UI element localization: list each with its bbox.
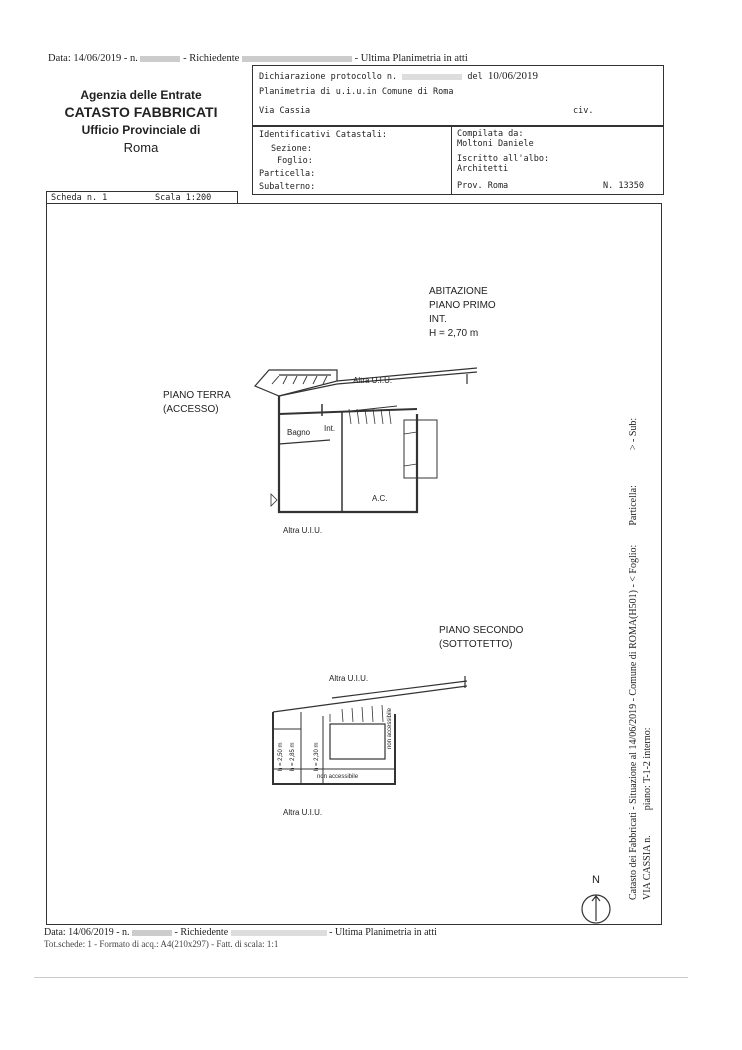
agency-block	[46, 66, 236, 191]
plan2-h1: h = 2,50 m	[278, 742, 284, 771]
identificativi: Identificativi Catastali:	[259, 130, 387, 140]
plan1-height: H = 2,70 m	[429, 328, 479, 339]
plan1-title3: INT.	[429, 314, 447, 325]
albo: Architetti	[457, 164, 509, 174]
del-label: del	[467, 72, 483, 82]
side-line2	[642, 727, 653, 900]
dichiarazione	[259, 70, 538, 82]
subalterno: Subalterno:	[259, 182, 316, 192]
plan1-altra-bottom: Altra U.I.U.	[283, 526, 323, 535]
plan2-non-accessibile: non accessibile	[317, 774, 359, 780]
header-identificativi	[252, 125, 664, 195]
plan2-title2: (SOTTOTETTO)	[439, 639, 513, 650]
prov: Prov. Roma	[457, 181, 509, 191]
plan1-ac: A.C.	[372, 494, 388, 503]
plan1-title2: PIANO PRIMO	[429, 300, 496, 311]
drawing-area	[46, 203, 662, 925]
dichiarazione-label: Dichiarazione protocollo n.	[259, 72, 398, 82]
side-line2-b: piano: T-1-2 interno:	[642, 727, 653, 811]
north-label: N	[592, 874, 600, 886]
redacted	[140, 56, 180, 62]
top-line-richiedente: - Richiedente	[183, 53, 240, 64]
plan1-terra2: (ACCESSO)	[163, 404, 219, 415]
scala: Scala 1:200	[155, 193, 212, 203]
plan2-altra-top: Altra U.I.U.	[329, 674, 369, 683]
redacted	[231, 930, 327, 936]
side-line1-a: Catasto dei Fabbricati - Situazione al 14/06/2019 - Comune di ROMA(H501) - < Foglio:	[628, 544, 639, 900]
floor-plans	[47, 204, 661, 924]
plan1-bagno: Bagno	[287, 428, 311, 437]
plan2-h2: h = 2,85 m	[290, 742, 296, 771]
numero-albo: N. 13350	[603, 181, 644, 191]
compilata: Compilata da:	[457, 129, 524, 139]
ufficio: Ufficio Provinciale di	[81, 123, 201, 137]
footer-richiedente: - Richiedente	[174, 927, 229, 938]
plan1-int: Int.	[324, 424, 336, 433]
footer-line2: Tot.schede: 1 - Formato di acq.: A4(210x297) - Fatt. di scala: 1:1	[44, 939, 279, 949]
redacted	[402, 74, 462, 80]
side-notes	[628, 370, 658, 910]
foglio: Foglio:	[277, 156, 313, 166]
civ: civ.	[573, 106, 594, 116]
particella: Particella:	[259, 169, 316, 179]
bottom-divider	[34, 977, 688, 978]
footer-date: Data: 14/06/2019 - n.	[44, 927, 130, 938]
plan2-non-accessibile-vertical: non accessibile	[387, 707, 393, 749]
sezione: Sezione:	[271, 144, 312, 154]
ufficio-city: Roma	[123, 140, 159, 155]
header-dichiarazione	[252, 65, 664, 127]
side-line1-b: Particella:	[628, 485, 639, 526]
plan1-terra1: PIANO TERRA	[163, 390, 231, 401]
iscritto: Iscritto all'albo:	[457, 154, 550, 164]
side-line1-c: > - Sub:	[628, 417, 639, 451]
footer-ultima: - Ultima Planimetria in atti	[329, 927, 437, 938]
plan2-title1: PIANO SECONDO	[439, 625, 524, 636]
planimetria: Planimetria di u.i.u.in Comune di Roma	[259, 87, 454, 97]
plan2-h3: h = 2,30 m	[314, 742, 320, 771]
via: Via Cassia	[259, 106, 311, 116]
plan1-altra-top: Altra U.I.U.	[353, 376, 393, 385]
redacted	[132, 930, 172, 936]
side-line2-a: VIA CASSIA n.	[642, 835, 653, 900]
compilatore: Moltoni Daniele	[457, 139, 534, 149]
top-line-date: Data: 14/06/2019 - n.	[48, 53, 141, 64]
footer-line1	[44, 927, 437, 938]
top-line	[48, 53, 468, 64]
agency-name: Agenzia delle Entrate	[80, 88, 202, 102]
plan1-title1: ABITAZIONE	[429, 286, 488, 297]
divider	[451, 126, 452, 194]
scheda: Scheda n. 1	[51, 193, 108, 203]
top-line-end: - Ultima Planimetria in atti	[354, 53, 468, 64]
dichiarazione-date: 10/06/2019	[487, 70, 539, 82]
redacted	[242, 56, 352, 62]
catasto-title: CATASTO FABBRICATI	[64, 104, 218, 120]
side-line1	[628, 418, 639, 900]
plan2-altra-bottom: Altra U.I.U.	[283, 808, 323, 817]
